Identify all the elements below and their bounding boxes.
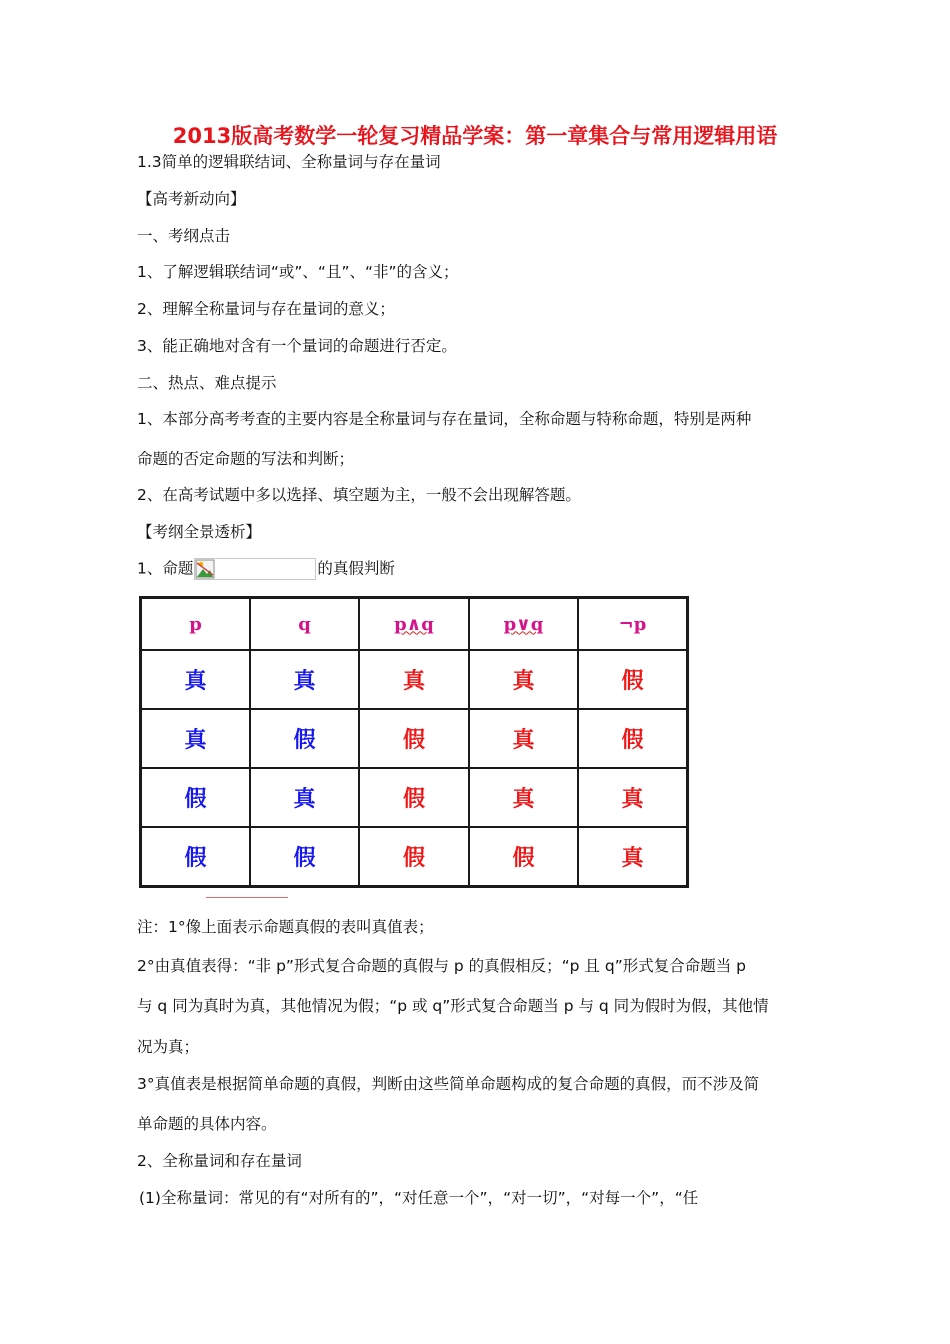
cell-not-p: 假	[578, 650, 688, 709]
broken-image-icon	[195, 559, 215, 579]
cell-not-p: 假	[578, 709, 688, 768]
section-heading-overview: 【考纲全景透析】	[137, 523, 262, 541]
heading-syllabus-points: 一、考纲点击	[137, 227, 231, 245]
note-2-line-2: 与 q 同为真时为真，其他情况为假；“p 或 q”形式复合命题当 p 与 q 同为假时为假，其他情	[137, 997, 769, 1015]
section-heading-new-trends: 【高考新动向】	[137, 190, 246, 208]
subtitle: 1.3简单的逻辑联结词、全称量词与存在量词	[137, 153, 441, 171]
note-3-line-2: 单命题的具体内容。	[137, 1115, 277, 1133]
item-1-line	[137, 558, 395, 580]
cell-q: 真	[250, 650, 359, 709]
header-p-or-q-label: p∨q	[503, 613, 544, 635]
cell-p-and-q: 假	[359, 709, 469, 768]
item-1-suffix: 的真假判断	[317, 559, 395, 578]
note-3-line-1: 3°真值表是根据简单命题的真假，判断由这些简单命题构成的复合命题的真假，而不涉及简	[137, 1075, 760, 1093]
table-row	[141, 768, 688, 827]
header-cell-p-or-q	[469, 598, 578, 651]
document-title: 2013版高考数学一轮复习精品学案：第一章集合与常用逻辑用语	[172, 124, 778, 148]
inline-formula-image	[194, 558, 316, 580]
header-cell-p-and-q	[359, 598, 469, 651]
cell-q: 真	[250, 768, 359, 827]
header-cell-p: p	[141, 598, 251, 651]
cell-p-and-q: 假	[359, 827, 469, 887]
cell-not-p: 真	[578, 768, 688, 827]
syllabus-point-1: 1、了解逻辑联结词“或”、“且”、“非”的含义；	[137, 263, 459, 281]
item-2-1-universal-quantifier: (1)全称量词：常见的有“对所有的”，“对任意一个”，“对一切”，“对每一个”，“任	[139, 1189, 699, 1207]
item-2-heading: 2、全称量词和存在量词	[137, 1152, 302, 1170]
cell-p: 假	[141, 827, 251, 887]
hot-topic-1-line-2: 命题的否定命题的写法和判断；	[137, 450, 355, 468]
cell-not-p: 真	[578, 827, 688, 887]
note-1: 注：1°像上面表示命题真假的表叫真值表；	[137, 918, 434, 936]
cell-p-and-q: 真	[359, 650, 469, 709]
cell-p-or-q: 真	[469, 650, 578, 709]
cell-p: 假	[141, 768, 251, 827]
item-1-prefix: 1、命题	[137, 559, 194, 578]
heading-hot-topics: 二、热点、难点提示	[137, 374, 277, 392]
truth-table-header-row	[141, 598, 688, 651]
cell-p-or-q: 假	[469, 827, 578, 887]
hot-topic-2: 2、在高考试题中多以选择、填空题为主，一般不会出现解答题。	[137, 486, 581, 504]
hot-topic-1-line-1: 1、本部分高考考查的主要内容是全称量词与存在量词，全称命题与特称命题，特别是两种	[137, 410, 752, 428]
table-row	[141, 827, 688, 887]
header-p-and-q-label: p∧q	[394, 613, 434, 635]
cell-p-or-q: 真	[469, 709, 578, 768]
cell-p: 真	[141, 709, 251, 768]
divider-mark	[206, 897, 288, 898]
header-cell-q: q	[250, 598, 359, 651]
syllabus-point-3: 3、能正确地对含有一个量词的命题进行否定。	[137, 337, 457, 355]
cell-q: 假	[250, 827, 359, 887]
note-2-line-1: 2°由真值表得：“非 p”形式复合命题的真假与 p 的真假相反；“p 且 q”形式复合命题当 p	[137, 957, 746, 975]
cell-p-or-q: 真	[469, 768, 578, 827]
truth-table	[139, 596, 689, 888]
cell-p-and-q: 假	[359, 768, 469, 827]
table-row	[141, 650, 688, 709]
note-2-line-3: 况为真；	[137, 1038, 200, 1056]
cell-p: 真	[141, 650, 251, 709]
header-cell-not-p: ¬p	[578, 598, 688, 651]
syllabus-point-2: 2、理解全称量词与存在量词的意义；	[137, 300, 395, 318]
cell-q: 假	[250, 709, 359, 768]
table-row	[141, 709, 688, 768]
